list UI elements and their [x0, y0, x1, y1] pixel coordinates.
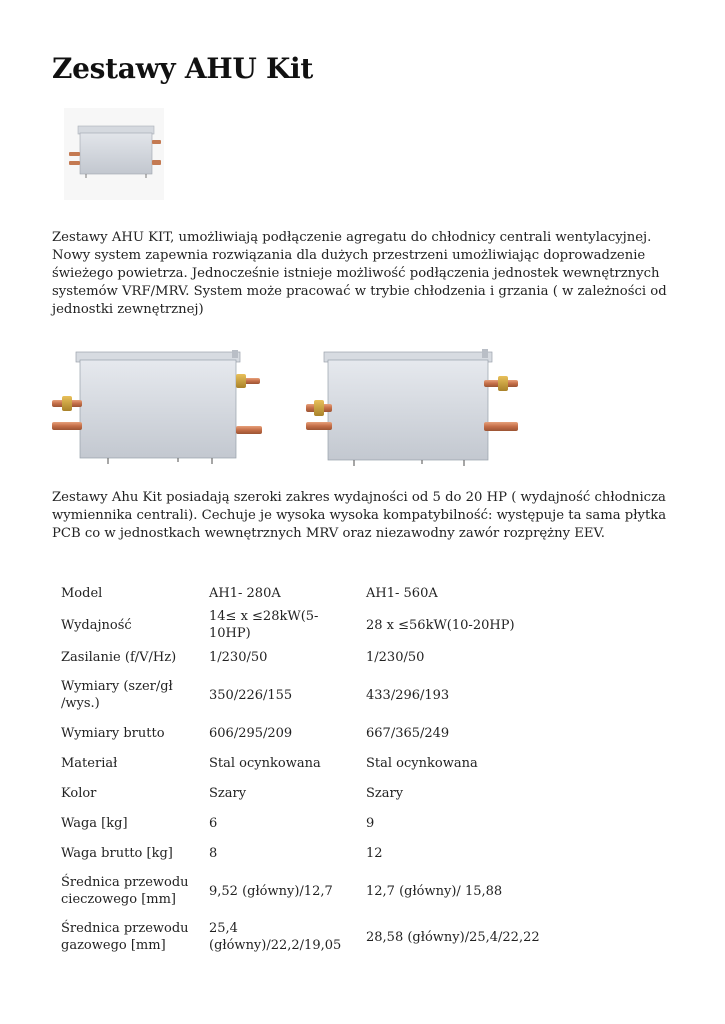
cell-ah1-280a: 9,52 (główny)/12,7 [209, 883, 333, 899]
table-row [52, 642, 566, 672]
cell-ah1-560a: Stal ocynkowana [366, 755, 478, 771]
cell-ah1-560a: 433/296/193 [366, 687, 450, 703]
cell-ah1-280a: 25,4 (główny)/22,2/19,05 [209, 921, 342, 953]
row-label: Model [61, 585, 103, 601]
cell-ah1-560a: AH1- 560A [366, 585, 438, 601]
table-row [52, 748, 566, 778]
cell-ah1-280a: Stal ocynkowana [209, 755, 321, 771]
cell-ah1-280a: 350/226/155 [209, 687, 293, 703]
row-label: Materiał [61, 755, 118, 771]
table-row [52, 838, 566, 868]
page-title: Zestawy AHU Kit [52, 52, 313, 85]
cell-ah1-280a: AH1- 280A [209, 585, 281, 601]
cell-ah1-280a: Szary [209, 785, 247, 801]
description-paragraph: Zestawy Ahu Kit posiadają szeroki zakres wydajności od 5 do 20 HP ( wydajność chłodnicza wymiennika centrali). Cechuje je wysoka wysoka kompatybilność: występuje ta sama płytka PCB co w jednostkach wewnętrznych MRV oraz niezawodny zawór rozprężny EEV. [52, 490, 667, 541]
ahu-kit-thumbnail-image [64, 108, 164, 200]
row-label: Kolor [61, 785, 97, 801]
row-label: Średnica przewodu cieczowego [mm] [61, 875, 189, 907]
row-label: Wydajność [61, 617, 132, 633]
unit-ah1-280a [52, 350, 262, 464]
row-label: Wymiary (szer/gł /wys.) [61, 679, 173, 711]
table-row [52, 578, 566, 608]
row-label: Waga brutto [kg] [61, 845, 173, 861]
cell-ah1-560a: 12 [366, 845, 383, 861]
table-row [52, 778, 566, 808]
intro-paragraph: Zestawy AHU KIT, umożliwiają podłączenie agregatu do chłodnicy centrali wentylacyjnej. Nowy system zapewnia rozwiązania dla dużych przestrzeni umożliwiając doprowadzenie świeżego powietrza. Jednocześnie istnieje możliwość podłączenia jednostek wewnętrznych systemów VRF/MRV. System może pracować w trybie chłodzenia i grzania ( w zależności od jednostki zewnętrznej) [52, 230, 667, 317]
ahu-kit-units-image [52, 346, 532, 466]
spec-table [52, 578, 566, 960]
cell-ah1-280a: 8 [209, 845, 218, 861]
table-row [52, 718, 566, 748]
row-label: Waga [kg] [61, 815, 128, 831]
cell-ah1-560a: Szary [366, 785, 404, 801]
cell-ah1-280a: 14≤ x ≤28kW(5-10HP) [209, 609, 319, 641]
row-label: Wymiary brutto [61, 725, 165, 741]
table-row [52, 914, 566, 960]
cell-ah1-280a: 1/230/50 [209, 649, 268, 665]
cell-ah1-280a: 606/295/209 [209, 725, 293, 741]
row-label: Średnica przewodu gazowego [mm] [61, 921, 189, 953]
cell-ah1-560a: 667/365/249 [366, 725, 450, 741]
table-row [52, 672, 566, 718]
cell-ah1-560a: 28 x ≤56kW(10-20HP) [366, 617, 515, 633]
cell-ah1-560a: 9 [366, 815, 375, 831]
table-row [52, 868, 566, 914]
cell-ah1-560a: 12,7 (główny)/ 15,88 [366, 883, 503, 899]
row-label: Zasilanie (f/V/Hz) [61, 649, 177, 665]
unit-ah1-560a [306, 349, 518, 466]
cell-ah1-560a: 28,58 (główny)/25,4/22,22 [366, 929, 540, 945]
table-row [52, 808, 566, 838]
table-row [52, 608, 566, 642]
cell-ah1-280a: 6 [209, 815, 218, 831]
cell-ah1-560a: 1/230/50 [366, 649, 425, 665]
